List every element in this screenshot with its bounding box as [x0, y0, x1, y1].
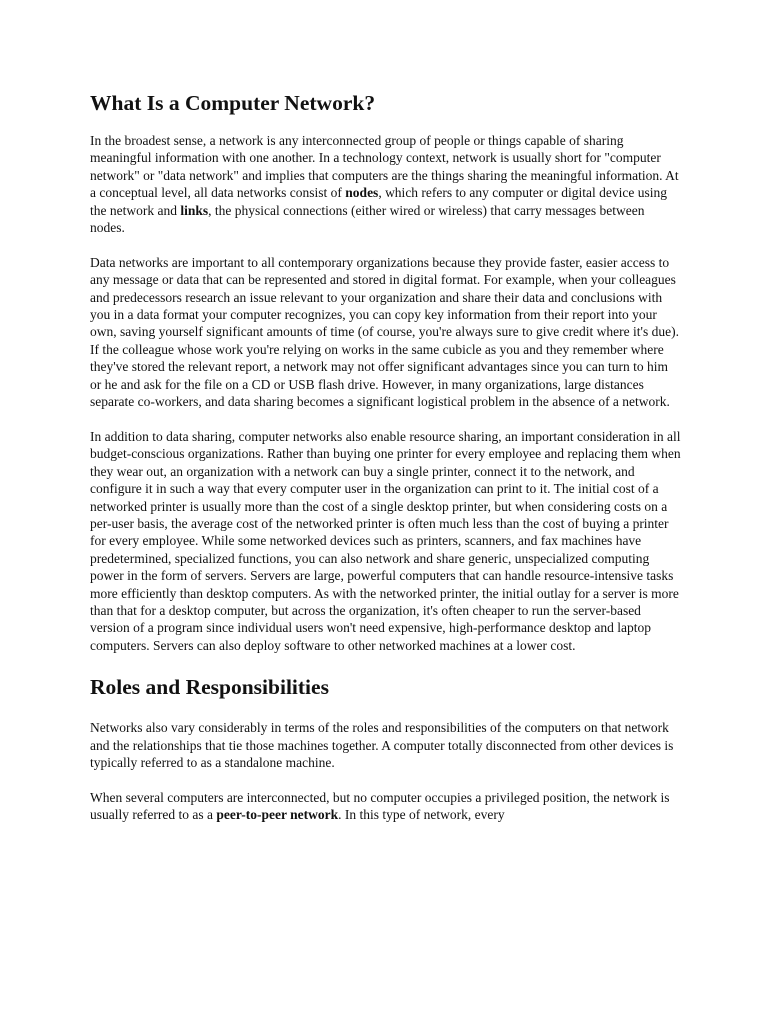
- text-span: . In this type of network, every: [338, 807, 505, 823]
- section-heading-roles: Roles and Responsibilities: [90, 675, 329, 700]
- text-span: In the broadest sense, a network is any interconnected group of people or things capable of sharing meaningful information with one another. In a technology context, network is usually short for "computer network" or "data network" and implies that computers are the things sharing the meaningful information. At a conceptual level, all data networks consist of: [90, 133, 679, 201]
- paragraph-peer-to-peer: [90, 789, 682, 824]
- section-heading-computer-network: What Is a Computer Network?: [90, 91, 376, 115]
- paragraph-network-definition: [90, 132, 682, 236]
- text-span: , the physical connections (either wired or wireless) that carry messages between nodes.: [90, 202, 645, 236]
- term-peer-to-peer: peer-to-peer network: [216, 807, 339, 823]
- paragraph-resource-sharing: In addition to data sharing, computer networks also enable resource sharing, an important consideration in all budget-conscious organizations. Rather than buying one printer for every employee and replacing them when they wear out, an organization with a network can buy a single printer, connect it to the network, and configure it in such a way that every computer user in the organization can print to it. The initial cost of a networked printer is usually more than the cost of a single desktop printer, but when considering costs on a per-user basis, the average cost of the networked printer is often much less than the cost of buying a printer for every employee. While some networked devices such as printers, scanners, and fax machines have predetermined, specialized functions, you can also network and share generic, unspecialized computing power in the form of servers. Servers are large, powerful computers that can handle resource-intensive tasks more efficiently than desktop computers. As with the networked printer, the initial outlay for a server is more than that for a desktop computer, but across the organization, it's often cheaper to run the server-based version of a program since individual users won't need expensive, high-performance desktop and laptop computers. Servers can also deploy software to other networked machines at a lower cost.: [90, 428, 681, 653]
- text-span: When several computers are interconnected, but no computer occupies a privileged position, the network is usually referred to as a: [90, 789, 670, 823]
- paragraph-data-networks-importance: Data networks are important to all contemporary organizations because they provide faster, easier access to any message or data that can be represented and stored in digital format. For example, when your colleagues and predecessors research an issue relevant to your organization and share their data and conclusions with you in a data format your computer recognizes, you can copy key information from their report into your own, saving yourself significant amounts of time (of course, you're always sure to give credit where it's due). If the colleague whose work you're relying on works in the same cubicle as you and they remember where they've stored the relevant report, a network may not offer significant advantages since you can turn to him or he and ask for the file on a CD or USB flash drive. However, in many organizations, large distances separate co-workers, and data sharing becomes a significant logistical problem in the absence of a network.: [90, 254, 679, 410]
- paragraph-roles-overview: Networks also vary considerably in terms of the roles and responsibilities of the computers on that network and the relationships that tie those machines together. A computer totally disconnected from other devices is typically referred to as a standalone machine.: [90, 720, 674, 770]
- term-links: links: [180, 202, 209, 218]
- text-span: , which refers to any computer or digital device using the network and: [90, 185, 667, 218]
- document-page: [90, 88, 682, 841]
- term-nodes: nodes: [345, 185, 379, 201]
